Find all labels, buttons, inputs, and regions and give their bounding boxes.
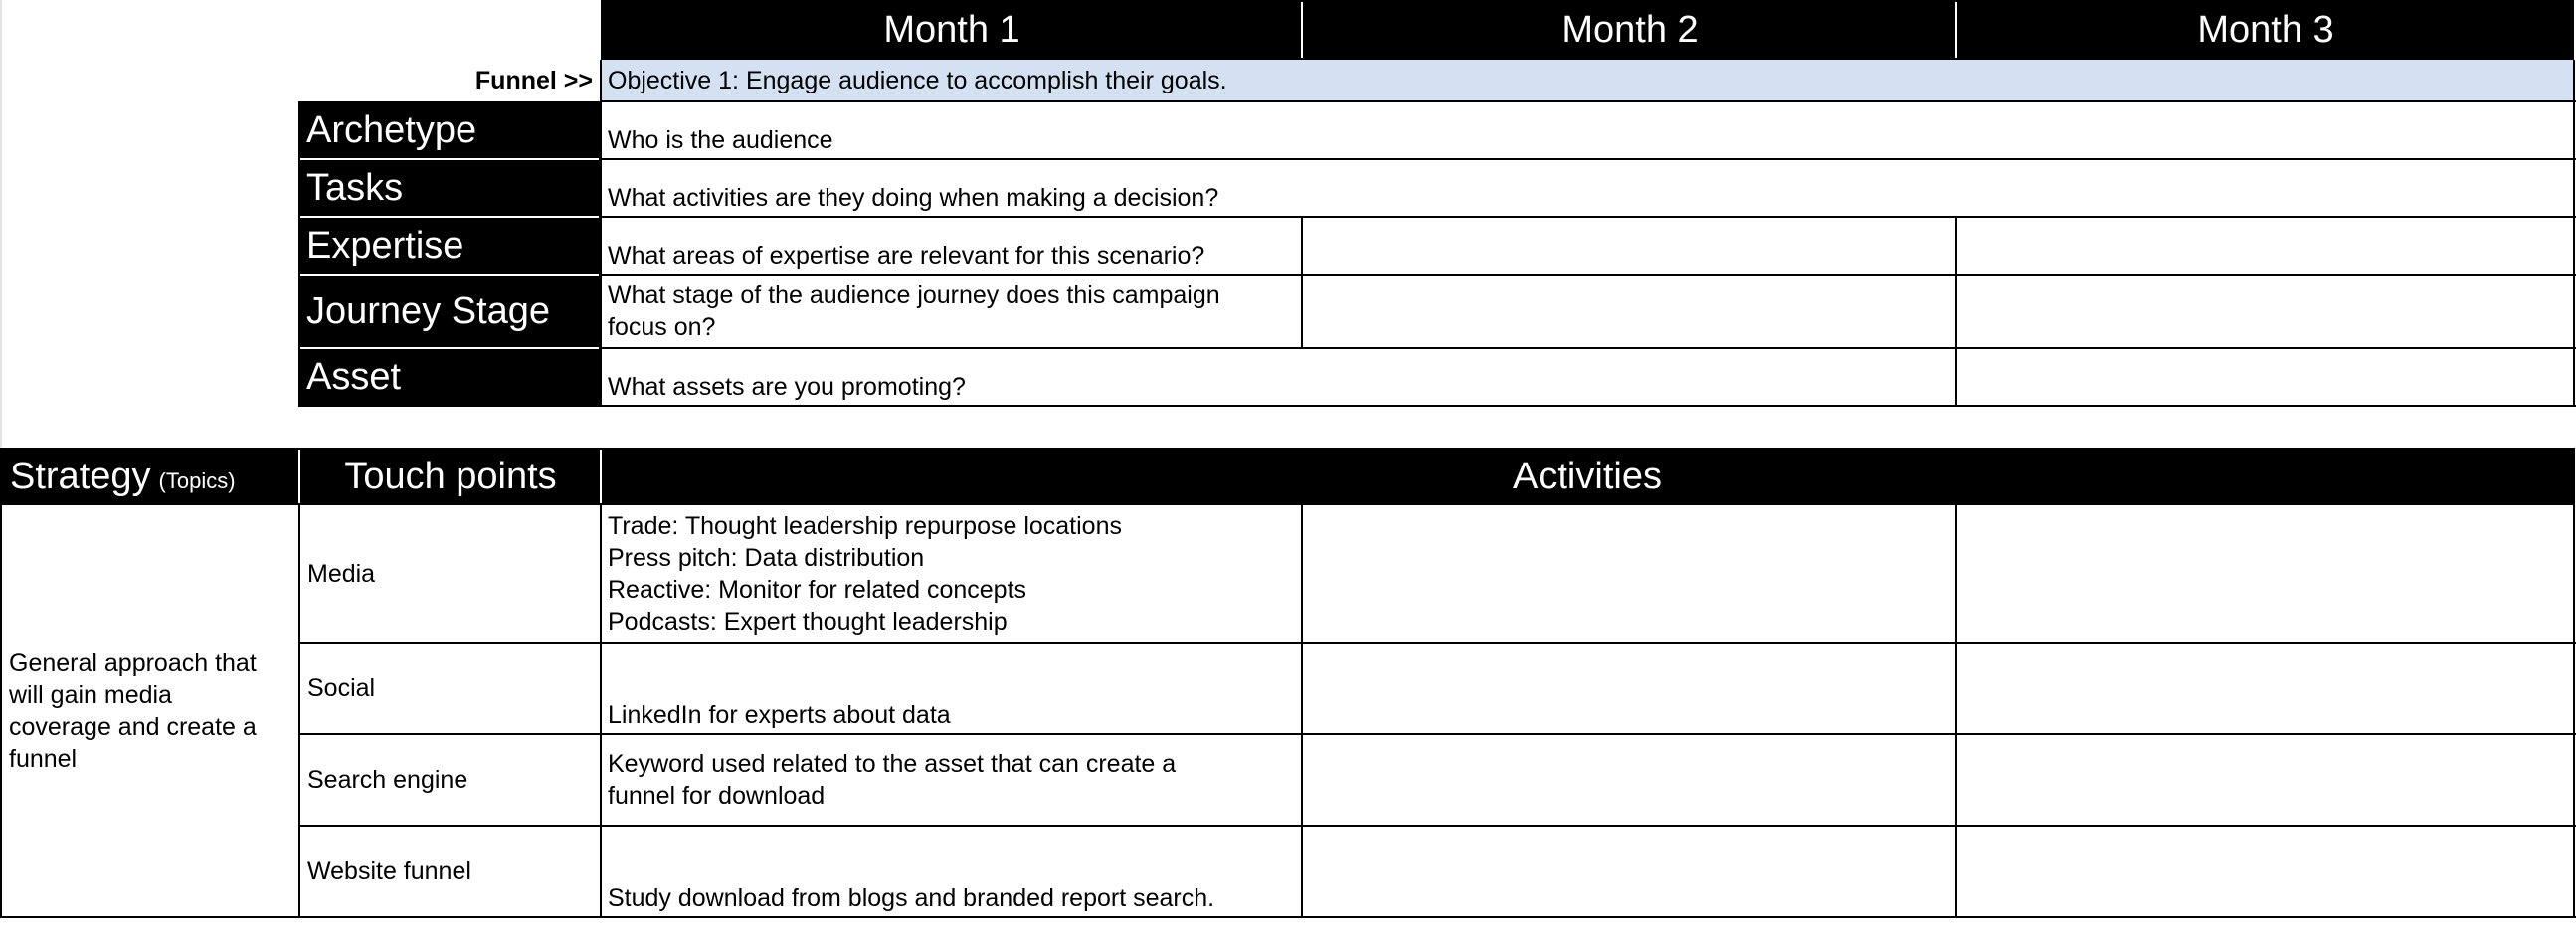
grid-line — [600, 60, 602, 407]
strategy-description-line-2: will gain media — [9, 681, 172, 709]
strategy-description-line-3: coverage and create a — [9, 713, 257, 741]
touch-point-social-cell — [300, 643, 601, 734]
grid-line — [601, 100, 2576, 102]
grid-line — [0, 916, 2576, 918]
header-separator — [600, 450, 602, 503]
journey-stage-text-line-2: focus on? — [608, 313, 716, 341]
media-activity-line-4: Podcasts: Expert thought leadership — [608, 608, 1008, 636]
grid-line — [601, 158, 2576, 160]
grid-line — [601, 274, 2576, 276]
grid-line — [2573, 60, 2575, 407]
touch-points-header — [300, 448, 601, 505]
header-separator — [298, 450, 300, 503]
expertise-label-cell — [298, 217, 601, 275]
label-separator — [300, 274, 599, 276]
website-funnel-activity-line-1: Study download from blogs and branded report search. — [608, 884, 1215, 912]
grid-line — [0, 448, 2, 918]
touch-point-website-funnel-cell — [300, 826, 601, 917]
asset-cell — [601, 348, 1957, 406]
grid-line — [600, 505, 602, 918]
expertise-cell — [601, 217, 1303, 275]
touch-point-media-cell — [300, 505, 601, 643]
activities-header — [601, 448, 2574, 505]
funnel-label-cell — [298, 60, 601, 101]
label-separator — [300, 347, 599, 349]
archetype-label: Archetype — [306, 109, 477, 151]
month-3-label: Month 3 — [2197, 9, 2334, 51]
label-separator — [300, 216, 599, 218]
touch-point-social-label: Social — [307, 674, 376, 702]
objective-text: Objective 1: Engage audience to accomplish their goals. — [608, 66, 1227, 94]
touch-point-search-engine-cell — [300, 734, 601, 826]
funnel-label: Funnel >> — [474, 66, 593, 94]
strategy-description-line-4: funnel — [9, 745, 78, 773]
journey-stage-label: Journey Stage — [306, 290, 551, 332]
search-engine-activity-line-2: funnel for download — [608, 782, 826, 810]
grid-line — [1955, 505, 1957, 918]
asset-label-cell — [298, 348, 601, 406]
grid-line — [1301, 217, 1303, 348]
archetype-text: Who is the audience — [608, 126, 833, 154]
objective-cell — [601, 60, 2574, 101]
website-funnel-activities-cell — [601, 826, 1303, 917]
grid-line — [1955, 217, 1957, 406]
strategy-header-label: Strategy — [10, 455, 151, 497]
media-activity-line-2: Press pitch: Data distribution — [608, 544, 925, 572]
media-activity-line-1: Trade: Thought leadership repurpose locations — [608, 512, 1122, 540]
label-separator — [300, 158, 599, 160]
grid-line — [300, 642, 2576, 644]
grid-line — [601, 347, 2576, 349]
strategy-header-sublabel: (Topics) — [158, 468, 236, 493]
month-separator — [1301, 2, 1303, 58]
asset-label: Asset — [306, 356, 402, 398]
journey-stage-text-line-1: What stage of the audience journey does this campaign — [608, 281, 1220, 309]
tasks-label-cell — [298, 159, 601, 217]
tasks-cell — [601, 159, 2574, 217]
month-2-header — [1303, 0, 1957, 60]
month-1-label: Month 1 — [883, 9, 1020, 51]
grid-line — [298, 101, 300, 407]
touch-point-website-funnel-label: Website funnel — [307, 857, 471, 885]
media-activity-line-3: Reactive: Monitor for related concepts — [608, 576, 1027, 604]
archetype-cell — [601, 101, 2574, 159]
strategy-header — [2, 448, 300, 505]
tasks-text: What activities are they doing when making a decision? — [608, 184, 1219, 212]
grid-line — [601, 216, 2576, 218]
journey-stage-cell — [601, 275, 1303, 348]
expertise-label: Expertise — [306, 225, 464, 267]
touch-point-search-engine-label: Search engine — [307, 766, 468, 794]
touch-point-media-label: Media — [307, 560, 376, 588]
social-activities-cell — [601, 643, 1303, 734]
strategy-description-line-1: General approach that — [9, 650, 257, 677]
journey-stage-label-cell — [298, 275, 601, 348]
archetype-label-cell — [298, 101, 601, 159]
search-engine-activities-cell — [601, 734, 1303, 826]
touch-points-header-label: Touch points — [344, 455, 557, 497]
month-1-header — [601, 0, 1303, 60]
media-activities-cell — [601, 505, 1303, 643]
sheet-guide — [0, 0, 2, 448]
search-engine-activity-line-1: Keyword used related to the asset that can create a — [608, 750, 1177, 778]
grid-line — [300, 825, 2576, 827]
month-3-header — [1957, 0, 2574, 60]
strategy-description-cell — [2, 505, 300, 917]
social-activity-line-1: LinkedIn for experts about data — [608, 701, 951, 729]
asset-text: What assets are you promoting? — [608, 373, 966, 401]
grid-line — [300, 733, 2576, 735]
tasks-label: Tasks — [306, 167, 404, 209]
activities-header-label: Activities — [1513, 455, 1662, 497]
grid-line — [2573, 448, 2575, 918]
grid-line — [1301, 505, 1303, 918]
grid-line — [298, 405, 2576, 407]
expertise-text: What areas of expertise are relevant for this scenario? — [608, 242, 1205, 270]
month-2-label: Month 2 — [1562, 9, 1699, 51]
grid-line — [298, 505, 300, 918]
month-separator — [1955, 2, 1957, 58]
